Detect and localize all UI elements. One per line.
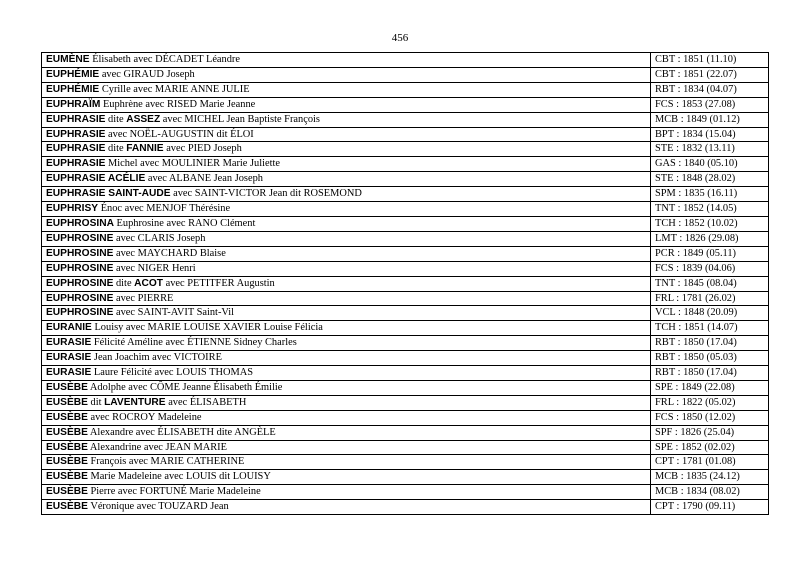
entry-given-name: EUSÈBE — [46, 471, 88, 483]
entry-text: avec SAINT-VICTOR Jean dit ROSEMOND — [170, 188, 362, 200]
entry-name-cell — [42, 97, 651, 112]
entry-reference-cell: FCS : 1839 (04.06) — [651, 261, 769, 276]
entry-given-name: EUPHROSINA — [46, 217, 114, 229]
table-row — [42, 470, 769, 485]
entry-text: avec SAINT-AVIT Saint-Vil — [113, 307, 235, 319]
table-row — [42, 395, 769, 410]
entry-given-name: ASSEZ — [126, 113, 161, 125]
entry-given-name: EUPHRAÏM — [46, 98, 101, 110]
entry-reference-cell: FRL : 1781 (26.02) — [651, 291, 769, 306]
entry-text: avec ALBANE Jean Joseph — [145, 173, 263, 185]
entry-given-name: EUSÈBE — [46, 441, 88, 453]
entry-reference-cell: SPF : 1826 (25.04) — [651, 425, 769, 440]
entry-text: avec PETITFER Augustin — [163, 277, 275, 289]
table-row — [42, 67, 769, 82]
entry-name-cell — [42, 351, 651, 366]
entry-given-name: EUSÈBE — [46, 381, 88, 393]
entry-reference-cell: SPE : 1852 (02.02) — [651, 440, 769, 455]
register-body — [42, 53, 769, 515]
entry-reference-cell: TNT : 1852 (14.05) — [651, 202, 769, 217]
table-row — [42, 216, 769, 231]
entry-name-cell — [42, 425, 651, 440]
entry-text: Louisy avec MARIE LOUISE XAVIER Louise Félicia — [91, 322, 323, 334]
table-row — [42, 351, 769, 366]
entry-given-name: LAVENTURE — [104, 396, 166, 408]
table-row — [42, 231, 769, 246]
entry-given-name: EUPHÉMIE — [46, 68, 100, 80]
entry-given-name: EUPHROSINE — [46, 247, 114, 259]
entry-text: Jean Joachim avec VICTOIRE — [91, 352, 222, 364]
entry-name-cell — [42, 336, 651, 351]
entry-reference-cell: CPT : 1781 (01.08) — [651, 455, 769, 470]
entry-given-name: EURASIE — [46, 352, 92, 364]
entry-reference-cell: GAS : 1840 (05.10) — [651, 157, 769, 172]
entry-given-name: FANNIE — [126, 143, 164, 155]
entry-given-name: EUPHROSINE — [46, 232, 114, 244]
entry-name-cell — [42, 410, 651, 425]
table-row — [42, 157, 769, 172]
register-table — [41, 52, 769, 515]
entry-given-name: EUPHROSINE — [46, 277, 114, 289]
table-row — [42, 202, 769, 217]
entry-reference-cell: FCS : 1853 (27.08) — [651, 97, 769, 112]
table-row — [42, 82, 769, 97]
entry-name-cell — [42, 380, 651, 395]
entry-reference-cell: SPE : 1849 (22.08) — [651, 380, 769, 395]
table-row — [42, 336, 769, 351]
table-row — [42, 410, 769, 425]
table-row — [42, 53, 769, 68]
entry-reference-cell: TCH : 1851 (14.07) — [651, 321, 769, 336]
entry-reference-cell: CPT : 1790 (09.11) — [651, 500, 769, 515]
entry-text: avec PIERRE — [113, 292, 174, 304]
table-row — [42, 425, 769, 440]
entry-reference-cell: RBT : 1850 (05.03) — [651, 351, 769, 366]
entry-text: dite — [113, 277, 135, 289]
entry-given-name: EUPHRASIE — [46, 113, 106, 125]
entry-name-cell — [42, 306, 651, 321]
entry-text: avec ROCROY Madeleine — [87, 411, 202, 423]
table-row — [42, 440, 769, 455]
entry-text: dite — [105, 143, 127, 155]
entry-text: avec GIRAUD Joseph — [99, 68, 195, 80]
entry-given-name: EURANIE — [46, 322, 92, 334]
entry-text: Élisabeth avec DÉCADET Léandre — [89, 54, 241, 65]
entry-text: Adolphe avec CÔME Jeanne Élisabeth Émilie — [87, 381, 283, 393]
entry-name-cell — [42, 53, 651, 68]
entry-reference-cell: VCL : 1848 (20.09) — [651, 306, 769, 321]
entry-name-cell — [42, 216, 651, 231]
entry-reference-cell: STE : 1832 (13.11) — [651, 142, 769, 157]
entry-reference-cell: CBT : 1851 (11.10) — [651, 53, 769, 68]
entry-reference-cell: MCB : 1834 (08.02) — [651, 485, 769, 500]
entry-name-cell — [42, 187, 651, 202]
entry-reference-cell: MCB : 1849 (01.12) — [651, 112, 769, 127]
entry-text: avec MICHEL Jean Baptiste François — [160, 113, 320, 125]
entry-name-cell — [42, 67, 651, 82]
entry-text: Michel avec MOULINIER Marie Juliette — [105, 158, 281, 170]
entry-text: dite — [105, 113, 127, 125]
entry-reference-cell: TNT : 1845 (08.04) — [651, 276, 769, 291]
entry-name-cell — [42, 231, 651, 246]
table-row — [42, 500, 769, 515]
table-row — [42, 261, 769, 276]
table-row — [42, 246, 769, 261]
entry-reference-cell: RBT : 1850 (17.04) — [651, 336, 769, 351]
entry-given-name: EUPHRASIE SAINT-AUDE — [46, 188, 171, 200]
entry-name-cell — [42, 172, 651, 187]
entry-name-cell — [42, 500, 651, 515]
entry-given-name: EUSÈBE — [46, 396, 88, 408]
entry-given-name: EUPHRISY — [46, 203, 99, 215]
entry-text: Énoc avec MENJOF Thérésine — [98, 203, 231, 215]
entry-given-name: EUSÈBE — [46, 411, 88, 423]
table-row — [42, 97, 769, 112]
entry-reference-cell: BPT : 1834 (15.04) — [651, 127, 769, 142]
entry-name-cell — [42, 82, 651, 97]
entry-given-name: EUPHROSINE — [46, 262, 114, 274]
entry-name-cell — [42, 440, 651, 455]
table-row — [42, 366, 769, 381]
entry-name-cell — [42, 157, 651, 172]
entry-name-cell — [42, 127, 651, 142]
entry-given-name: ACOT — [134, 277, 164, 289]
entry-text: Euphrène avec RISED Marie Jeanne — [100, 98, 256, 110]
entry-text: Alexandre avec ÉLISABETH dite ANGÈLE — [87, 426, 276, 438]
entry-reference-cell: SPM : 1835 (16.11) — [651, 187, 769, 202]
entry-given-name: EUMÈNE — [46, 54, 90, 65]
entry-name-cell — [42, 112, 651, 127]
entry-reference-cell: CBT : 1851 (22.07) — [651, 67, 769, 82]
entry-text: avec CLARIS Joseph — [113, 232, 206, 244]
entry-given-name: EUSÈBE — [46, 486, 88, 498]
entry-name-cell — [42, 276, 651, 291]
entry-given-name: EURASIE — [46, 337, 92, 349]
entry-text: avec NIGER Henri — [113, 262, 196, 274]
entry-text: avec NOËL-AUGUSTIN dit ÉLOI — [105, 128, 254, 140]
entry-given-name: EUPHROSINE — [46, 307, 114, 319]
entry-text: Félicité Améline avec ÉTIENNE Sidney Charles — [91, 337, 297, 349]
table-row — [42, 127, 769, 142]
entry-reference-cell: PCR : 1849 (05.11) — [651, 246, 769, 261]
table-row — [42, 142, 769, 157]
table-row — [42, 380, 769, 395]
entry-reference-cell: STE : 1848 (28.02) — [651, 172, 769, 187]
table-row — [42, 172, 769, 187]
entry-name-cell — [42, 470, 651, 485]
entry-given-name: EUPHRASIE — [46, 128, 106, 140]
entry-name-cell — [42, 321, 651, 336]
entry-name-cell — [42, 291, 651, 306]
entry-given-name: EUPHÉMIE — [46, 83, 100, 95]
entry-reference-cell: FRL : 1822 (05.02) — [651, 395, 769, 410]
entry-reference-cell: MCB : 1835 (24.12) — [651, 470, 769, 485]
entry-name-cell — [42, 455, 651, 470]
entry-name-cell — [42, 261, 651, 276]
entry-text: François avec MARIE CATHERINE — [87, 456, 245, 468]
table-row — [42, 306, 769, 321]
table-row — [42, 112, 769, 127]
entry-name-cell — [42, 142, 651, 157]
entry-reference-cell: RBT : 1850 (17.04) — [651, 366, 769, 381]
entry-text: Laure Félicité avec LOUIS THOMAS — [91, 367, 253, 379]
table-row — [42, 455, 769, 470]
entry-text: Cyrille avec MARIE ANNE JULIE — [99, 83, 250, 95]
entry-given-name: EUPHRASIE ACÉLIE — [46, 173, 146, 185]
entry-name-cell — [42, 366, 651, 381]
table-row — [42, 485, 769, 500]
entry-given-name: EURASIE — [46, 367, 92, 379]
entry-text: Pierre avec FORTUNÉ Marie Madeleine — [87, 486, 261, 498]
table-row — [42, 291, 769, 306]
page-number: 456 — [391, 32, 409, 44]
entry-text: Alexandrine avec JEAN MARIE — [87, 441, 227, 453]
entry-text: avec PIED Joseph — [163, 143, 242, 155]
entry-given-name: EUSÈBE — [46, 426, 88, 438]
entry-name-cell — [42, 485, 651, 500]
entry-text: Véronique avec TOUZARD Jean — [87, 501, 229, 513]
entry-given-name: EUPHRASIE — [46, 143, 106, 155]
entry-name-cell — [42, 395, 651, 410]
entry-given-name: EUSÈBE — [46, 456, 88, 468]
entry-text: dit — [87, 396, 105, 408]
entry-reference-cell: TCH : 1852 (10.02) — [651, 216, 769, 231]
table-row — [42, 187, 769, 202]
entry-text: Euphrosine avec RANO Clément — [113, 217, 256, 229]
entry-text: avec MAYCHARD Blaise — [113, 247, 226, 259]
table-row — [42, 276, 769, 291]
entry-name-cell — [42, 202, 651, 217]
entry-reference-cell: LMT : 1826 (29.08) — [651, 231, 769, 246]
entry-name-cell — [42, 246, 651, 261]
entry-reference-cell: FCS : 1850 (12.02) — [651, 410, 769, 425]
entry-reference-cell: RBT : 1834 (04.07) — [651, 82, 769, 97]
entry-text: Marie Madeleine avec LOUIS dit LOUISY — [87, 471, 271, 483]
entry-given-name: EUSÈBE — [46, 501, 88, 513]
entry-given-name: EUPHROSINE — [46, 292, 114, 304]
entry-given-name: EUPHRASIE — [46, 158, 106, 170]
entry-text: avec ÉLISABETH — [165, 396, 247, 408]
table-row — [42, 321, 769, 336]
